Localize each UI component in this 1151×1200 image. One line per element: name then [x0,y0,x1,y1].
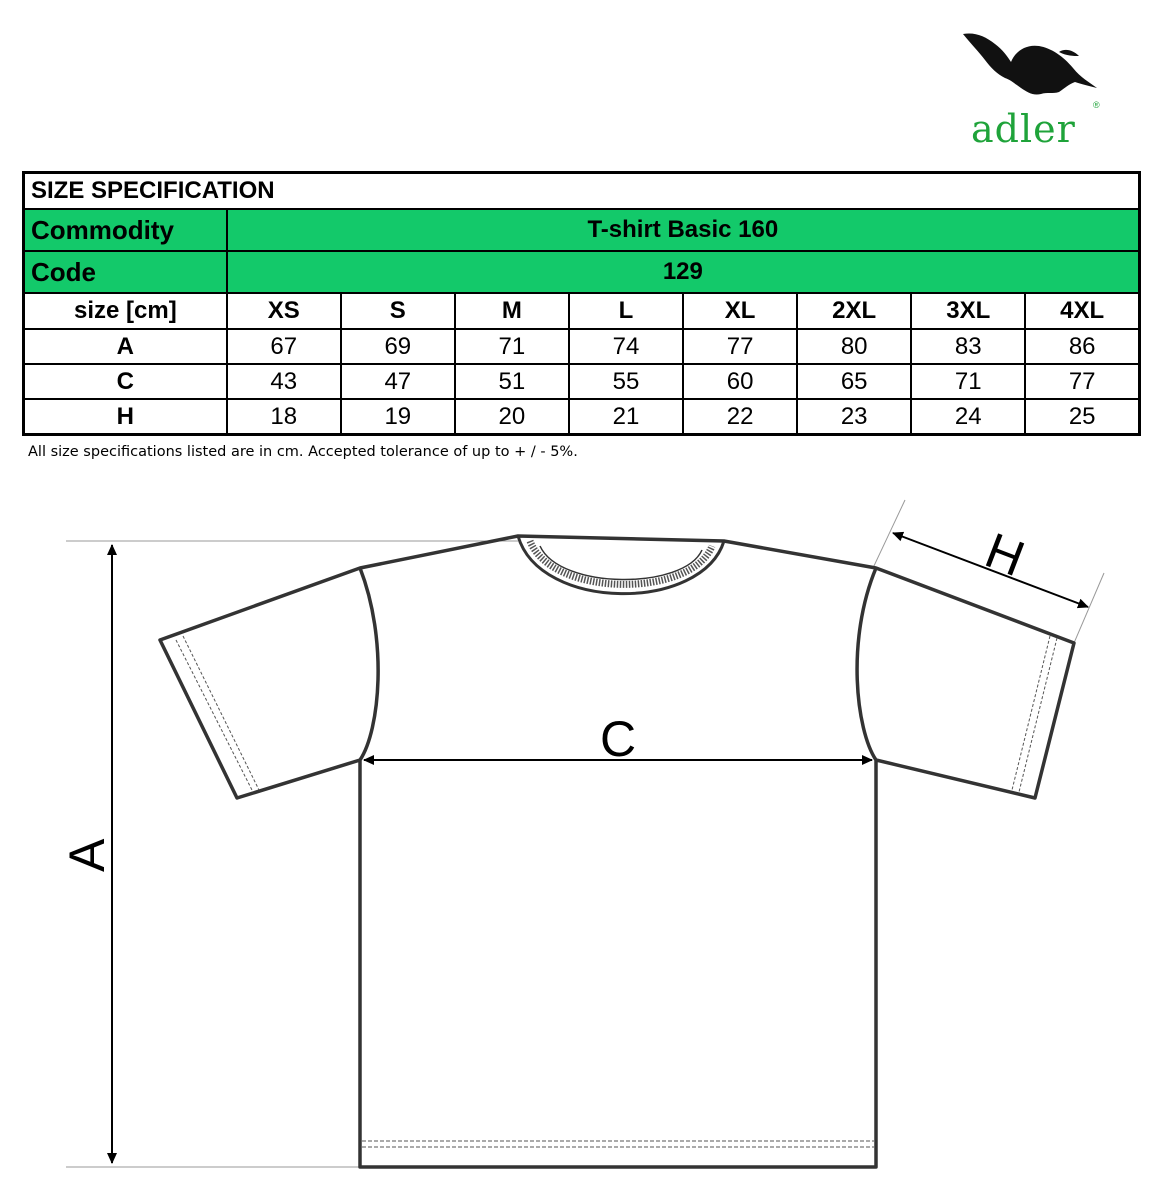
row-label: C [24,364,227,399]
row-label: A [24,329,227,364]
adler-logo [955,22,1105,151]
brand-name: adler [971,107,1076,151]
extension-line-h2 [1074,573,1104,643]
table-cell: 71 [455,329,569,364]
size-header: 2XL [797,293,911,329]
table-cell: 55 [569,364,683,399]
table-cell: 86 [1025,329,1139,364]
size-header: 3XL [911,293,1025,329]
commodity-row [24,209,1140,251]
table-cell: 83 [911,329,1025,364]
code-value: 129 [227,251,1140,293]
table-cell: 80 [797,329,911,364]
table-cell: 74 [569,329,683,364]
table-cell: 67 [227,329,341,364]
table-cell: 25 [1025,399,1139,435]
table-title: SIZE SPECIFICATION [24,173,1140,210]
tshirt-diagram [0,480,1151,1200]
table-row [24,364,1140,399]
table-cell: 43 [227,364,341,399]
table-cell: 18 [227,399,341,435]
size-header: XL [683,293,797,329]
commodity-value: T-shirt Basic 160 [227,209,1140,251]
table-cell: 77 [1025,364,1139,399]
table-cell: 51 [455,364,569,399]
row-label: H [24,399,227,435]
eagle-icon [955,22,1105,112]
table-cell: 20 [455,399,569,435]
extension-line-h1 [873,500,905,568]
table-cell: 21 [569,399,683,435]
table-row [24,399,1140,435]
registered-mark: ® [1093,100,1100,110]
size-header-row [24,293,1140,329]
table-cell: 19 [341,399,455,435]
dimension-c-label: C [600,711,637,767]
table-cell: 77 [683,329,797,364]
size-header: M [455,293,569,329]
sleeve-stitch-left [176,640,253,792]
code-row [24,251,1140,293]
size-header: L [569,293,683,329]
commodity-label: Commodity [24,209,227,251]
size-header: S [341,293,455,329]
sleeve-stitch-right [1019,638,1057,792]
size-label: size [cm] [24,293,227,329]
table-cell: 22 [683,399,797,435]
table-cell: 47 [341,364,455,399]
code-label: Code [24,251,227,293]
table-row [24,329,1140,364]
table-cell: 69 [341,329,455,364]
table-cell: 65 [797,364,911,399]
table-cell: 60 [683,364,797,399]
dimension-h-label: H [978,521,1032,588]
size-specification-table [22,171,1141,436]
size-header: 4XL [1025,293,1139,329]
tshirt-outline [160,536,1074,1167]
table-cell: 23 [797,399,911,435]
table-cell: 71 [911,364,1025,399]
tolerance-note: All size specifications listed are in cm. Accepted tolerance of up to + / - 5%. [28,444,578,460]
size-header: XS [227,293,341,329]
dimension-a-label: A [59,838,115,872]
table-cell: 24 [911,399,1025,435]
